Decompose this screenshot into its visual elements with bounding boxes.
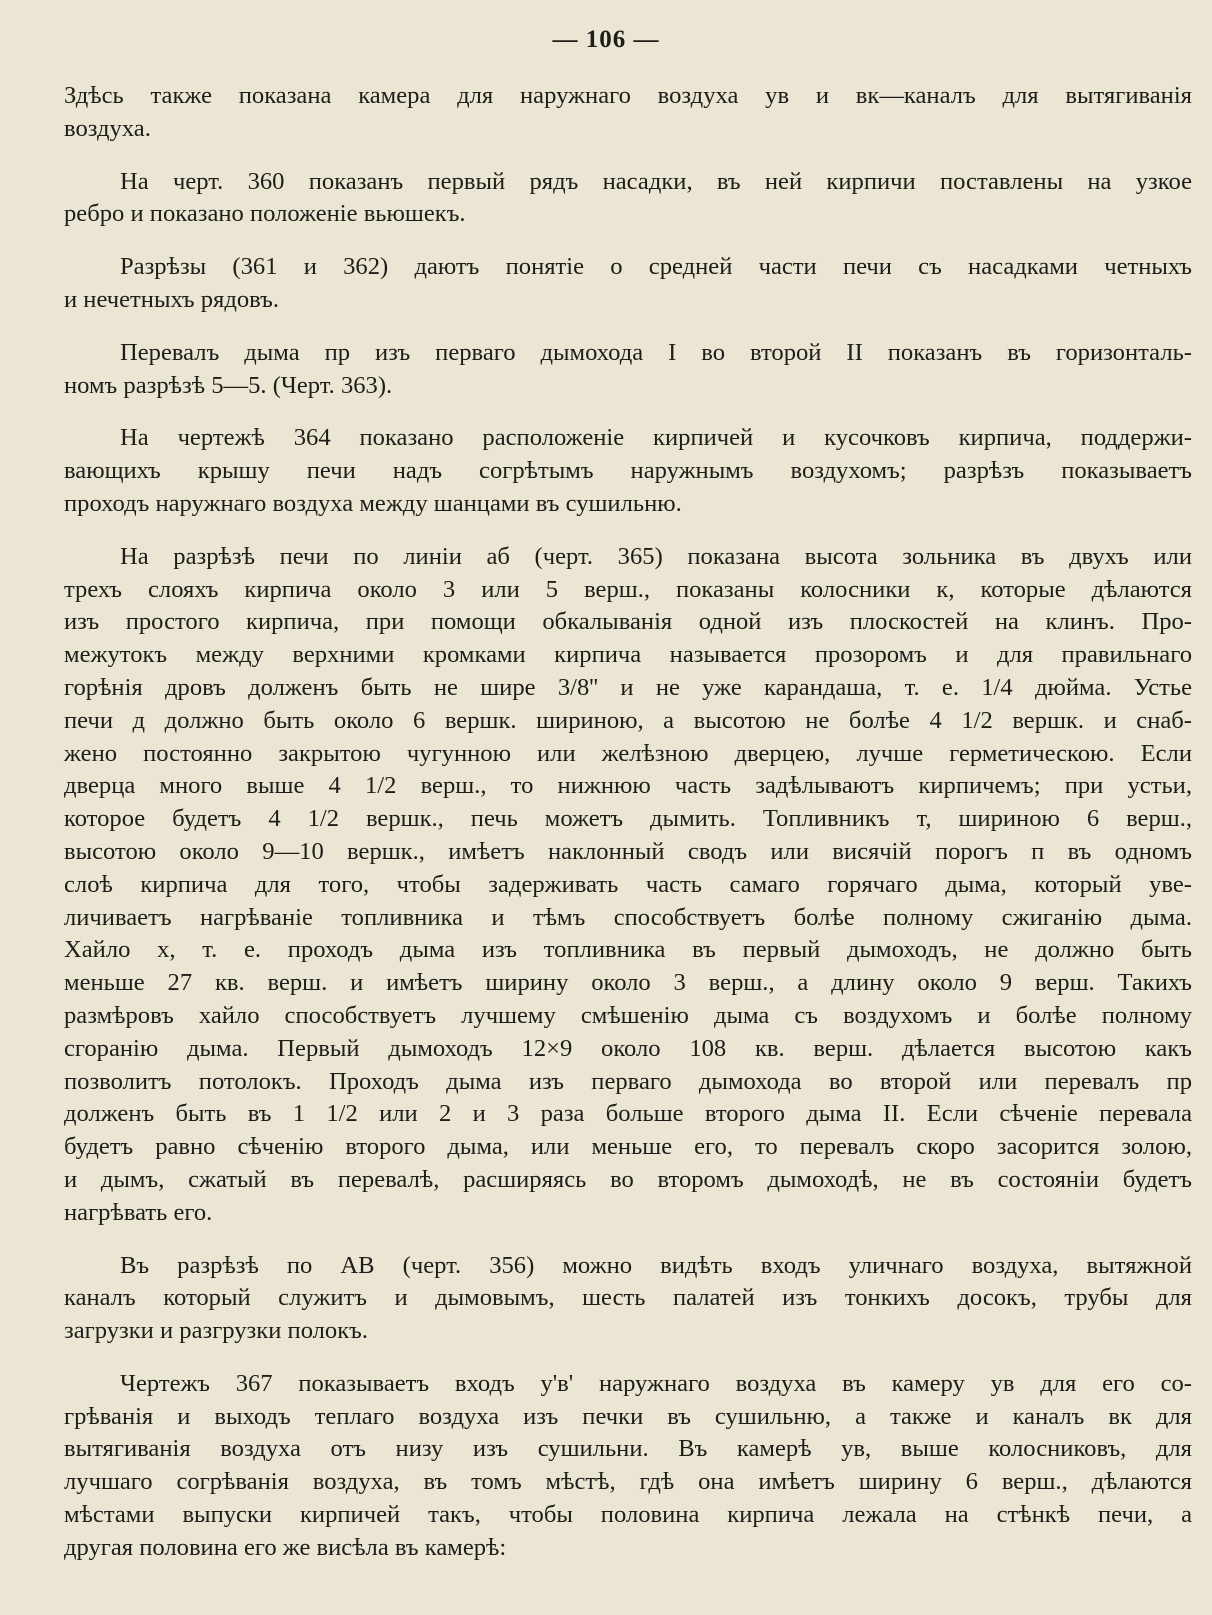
text-line: Чертежъ 367 показываетъ входъ у'в' наружнаго воздуха въ камеру ув для его со-	[120, 1369, 1192, 1397]
paragraph	[64, 80, 1192, 146]
text-line: позволитъ потолокъ. Проходъ дыма изъ перваго дымохода во второй или перевалъ пр	[64, 1067, 1192, 1095]
text-line: ребро и показано положеніе вьюшекъ.	[64, 200, 466, 228]
text-line: Здѣсь также показана камера для наружнаго воздуха ув и вк—каналъ для вытягиванія	[64, 82, 1192, 109]
page-number: — 106 —	[552, 26, 660, 53]
text-line: слоѣ кирпича для того, чтобы задерживать часть самаго горячаго дыма, который уве-	[64, 870, 1192, 898]
text-line: горѣнія дровъ долженъ быть не шире 3/8'' и не уже карандаша, т. е. 1/4 дюйма. Устье	[64, 673, 1192, 701]
text-line: Въ разрѣзѣ по AB (черт. 356) можно видѣть входъ уличнаго воздуха, вытяжной	[120, 1251, 1192, 1279]
text-line: вающихъ крышу печи надъ согрѣтымъ наружнымъ воздухомъ; разрѣзъ показываетъ	[64, 457, 1192, 485]
text-line: На разрѣзѣ печи по линіи аб (черт. 365) показана высота зольника въ двухъ или	[120, 542, 1192, 570]
text-line: печи д должно быть около 6 вершк. шириною, а высотою не болѣе 4 1/2 вершк. и снаб-	[64, 706, 1192, 734]
text-line: и нечетныхъ рядовъ.	[64, 285, 280, 313]
text-line: жено постоянно закрытою чугунною или желѣзною дверцею, лучше герметическою. Если	[64, 739, 1192, 767]
paragraph	[64, 422, 1192, 520]
text-line: меньше 27 кв. верш. и имѣетъ ширину около 3 верш., а длину около 9 верш. Такихъ	[64, 969, 1192, 997]
text-line: проходъ наружнаго воздуха между шанцами въ сушильню.	[64, 489, 682, 517]
paragraph	[64, 541, 1192, 1230]
paragraph	[64, 1368, 1192, 1565]
text-line: загрузки и разгрузки полокъ.	[64, 1317, 369, 1345]
text-line: вытягиванія воздуха отъ низу изъ сушильни. Въ камерѣ ув, выше колосниковъ, для	[64, 1435, 1192, 1463]
text-line: межутокъ между верхними кромками кирпича называется прозоромъ и для правильнаго	[64, 641, 1192, 669]
text-line: долженъ быть въ 1 1/2 или 2 и 3 раза больше второго дыма II. Если сѣченіе перевала	[64, 1100, 1192, 1128]
text-line: дверца много выше 4 1/2 верш., то нижнюю часть задѣлываютъ кирпичемъ; при устьи,	[64, 772, 1192, 800]
paragraph	[64, 166, 1192, 232]
text-line: изъ простого кирпича, при помощи обкалыванія одной изъ плоскостей на клинъ. Про-	[64, 608, 1192, 636]
text-line: Хайло х, т. е. проходъ дыма изъ топливника въ первый дымоходъ, не должно быть	[64, 936, 1192, 964]
text-line: нагрѣвать его.	[64, 1198, 213, 1226]
text-line: Разрѣзы (361 и 362) даютъ понятіе о средней части печи съ насадками четныхъ	[120, 253, 1192, 281]
text-line: другая половина его же висѣла въ камерѣ:	[64, 1533, 507, 1561]
text-line: высотою около 9—10 вершк., имѣетъ наклонный сводъ или висячій порогъ п въ одномъ	[64, 837, 1192, 865]
text-line: На чертежѣ 364 показано расположеніе кирпичей и кусочковъ кирпича, поддержи-	[120, 424, 1192, 452]
text-line: будетъ равно сѣченію второго дыма, или меньше его, то перевалъ скоро засорится золою,	[64, 1133, 1192, 1161]
text-line: сгоранію дыма. Первый дымоходъ 12×9 около 108 кв. верш. дѣлается высотою какъ	[64, 1034, 1192, 1062]
text-line: воздуха.	[64, 114, 151, 142]
text-line: размѣровъ хайло способствуетъ лучшему смѣшенію дыма съ воздухомъ и болѣе полному	[64, 1001, 1192, 1029]
body-text	[64, 78, 1192, 1585]
text-line: На черт. 360 показанъ первый рядъ насадки, въ ней кирпичи поставлены на узкое	[120, 167, 1192, 195]
text-line: мѣстами выпуски кирпичей такъ, чтобы половина кирпича лежала на стѣнкѣ печи, а	[64, 1501, 1192, 1529]
text-line: трехъ слояхъ кирпича около 3 или 5 верш., показаны колосники к, которые дѣлаются	[64, 575, 1192, 603]
text-line: грѣванія и выходъ теплаго воздуха изъ печки въ сушильню, а также и каналъ вк для	[64, 1402, 1192, 1430]
text-line: номъ разрѣзѣ 5—5. (Черт. 363).	[64, 371, 393, 399]
text-line: Перевалъ дыма пр изъ перваго дымохода I во второй II показанъ въ горизонталь-	[120, 338, 1192, 366]
paragraph	[64, 337, 1192, 403]
paragraph	[64, 1250, 1192, 1348]
text-line: личиваетъ нагрѣваніе топливника и тѣмъ способствуетъ болѣе полному сжиганію дыма.	[64, 903, 1192, 931]
text-line: лучшаго согрѣванія воздуха, въ томъ мѣстѣ, гдѣ она имѣетъ ширину 6 верш., дѣлаются	[64, 1468, 1192, 1496]
paragraph	[64, 251, 1192, 317]
text-line: которое будетъ 4 1/2 вершк., печь можетъ дымить. Топливникъ т, шириною 6 верш.,	[64, 805, 1192, 833]
text-line: каналъ который служитъ и дымовымъ, шесть палатей изъ тонкихъ досокъ, трубы для	[64, 1284, 1192, 1312]
text-line: и дымъ, сжатый въ перевалѣ, расширяясь во второмъ дымоходѣ, не въ состояніи будетъ	[64, 1165, 1192, 1193]
